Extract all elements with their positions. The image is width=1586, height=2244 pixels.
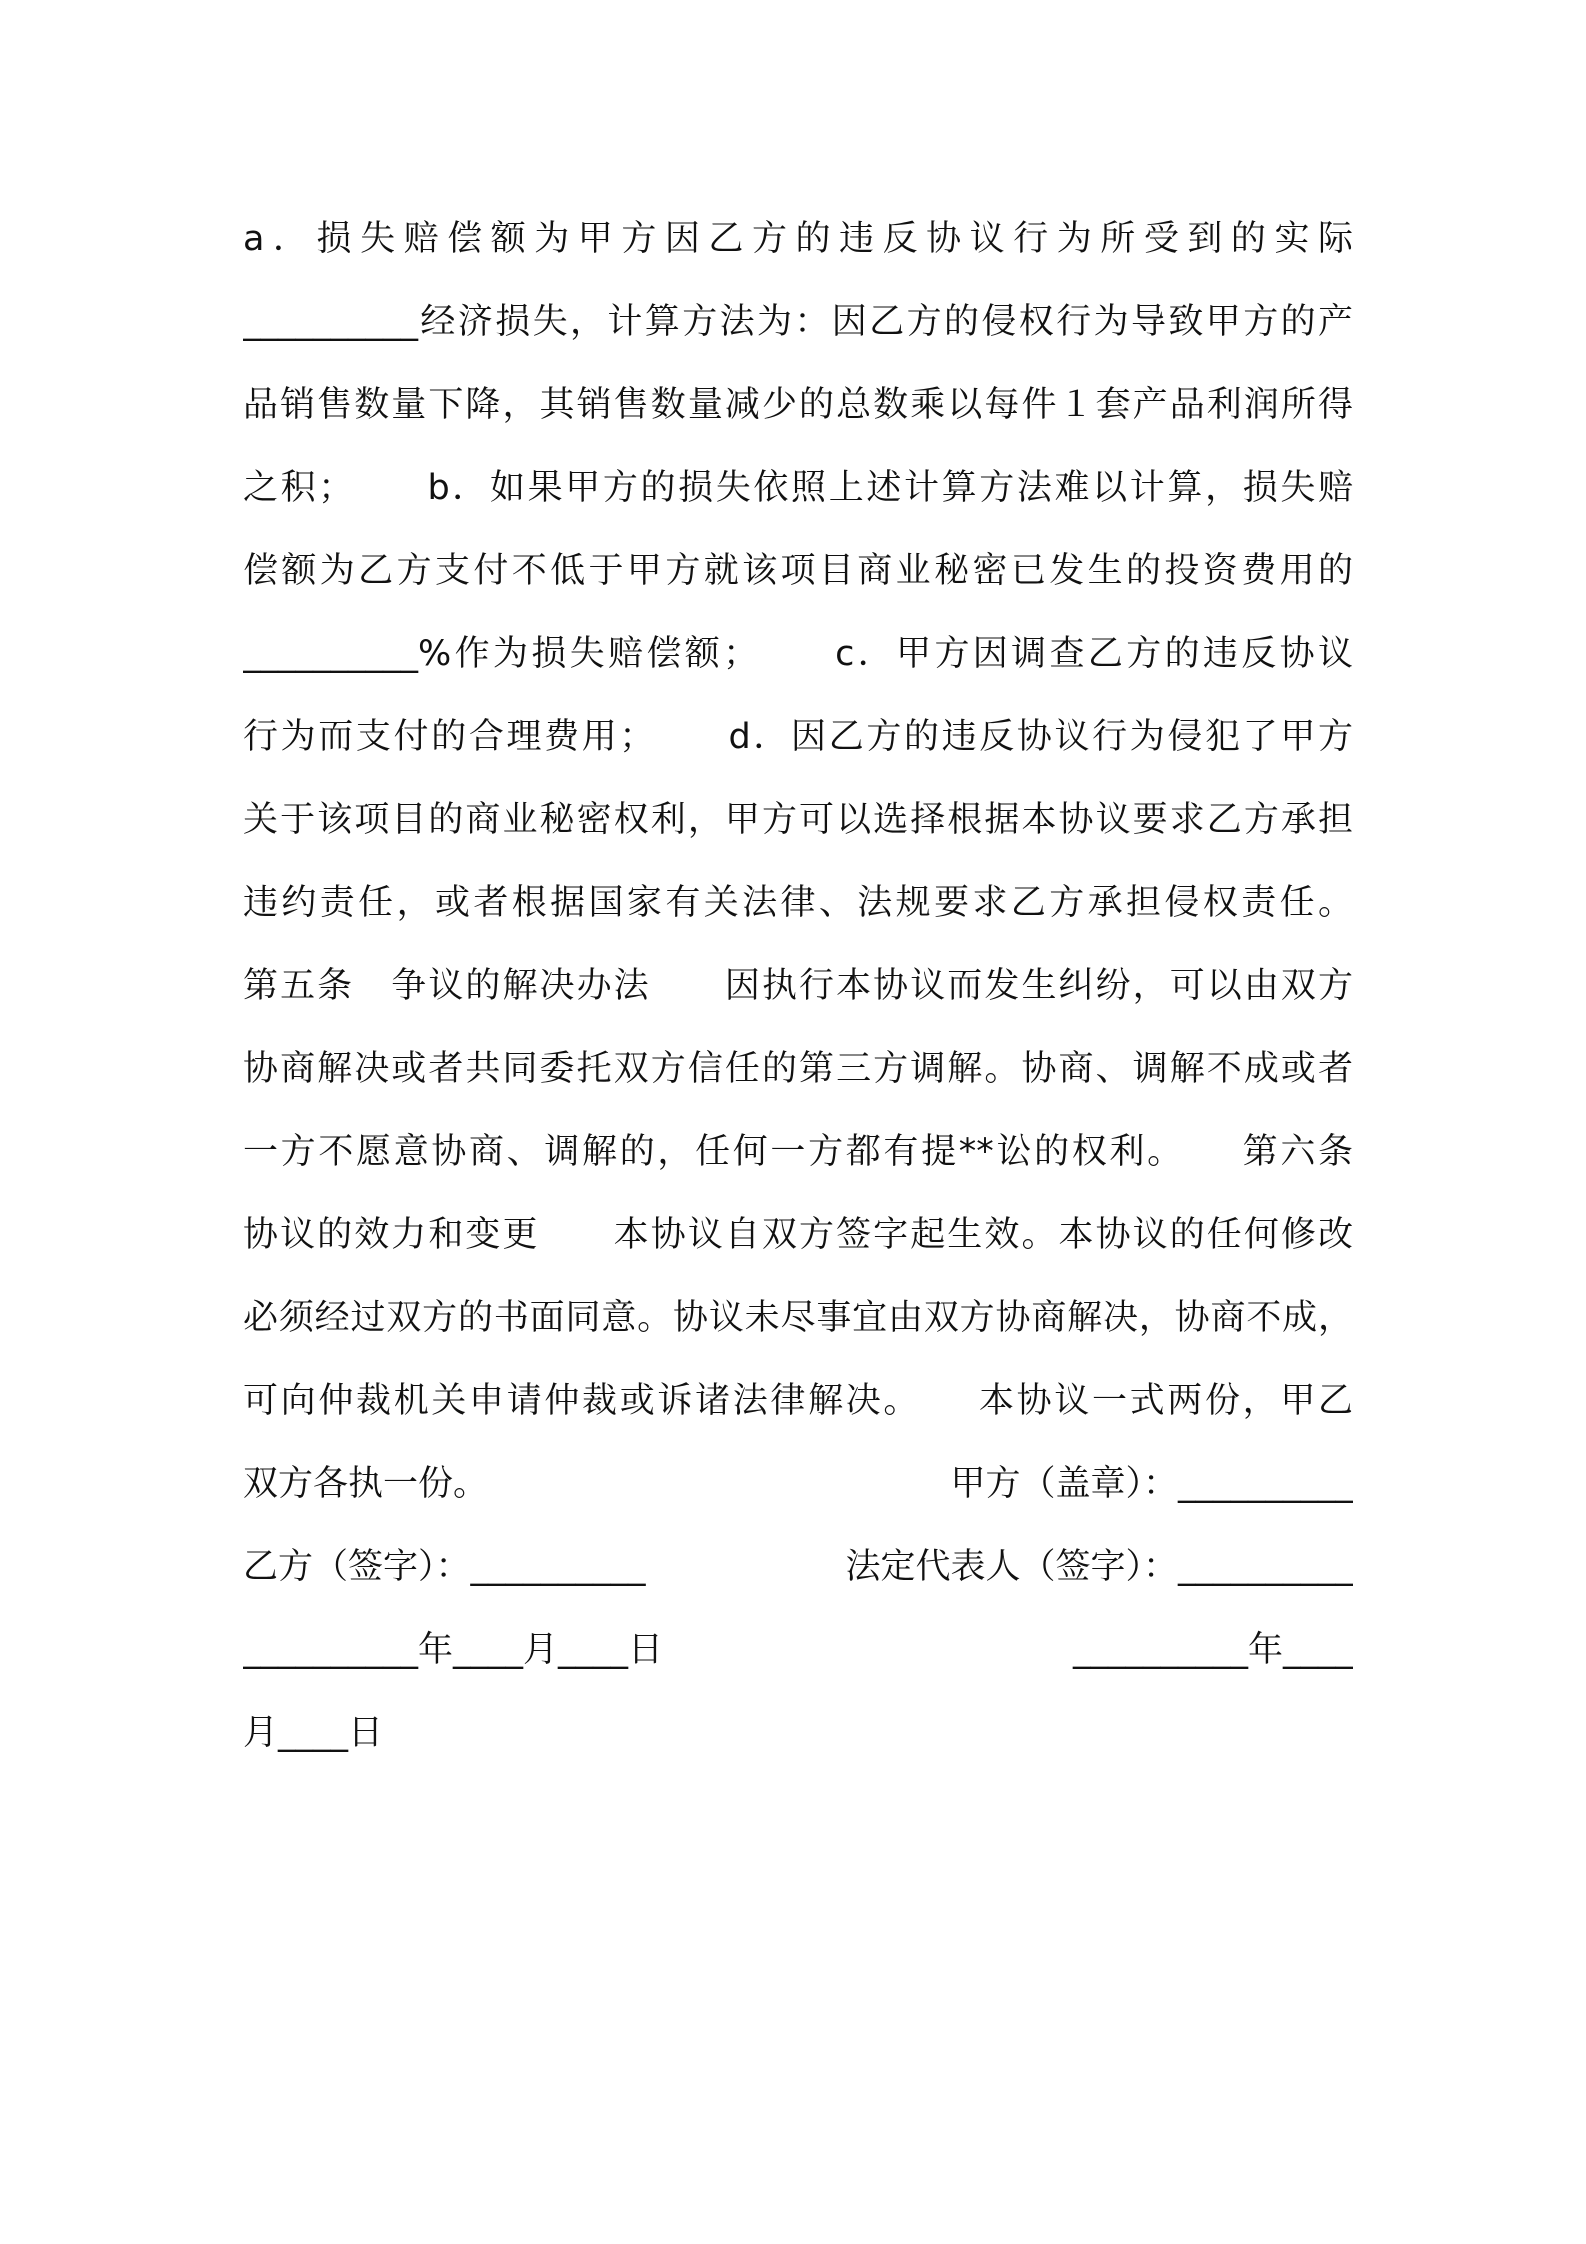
body-line: 协议的效力和变更 本协议自双方签字起生效。本协议的任何修改 [243,1215,1353,1255]
date-left: __________年____月____日 [243,1630,664,1670]
date-right: __________年____ [1072,1630,1353,1670]
body-line: __________经济损失，计算方法为：因乙方的侵权行为导致甲方的产 [243,302,1353,342]
body-line: 必须经过双方的书面同意。协议未尽事宜由双方协商解决，协商不成， [243,1298,1353,1338]
signature-party-a-seal: 甲方（盖章）：__________ [950,1464,1353,1504]
body-line: 可向仲裁机关申请仲裁或诉诸法律解决。 本协议一式两份，甲乙 [243,1381,1353,1421]
body-line: 之积； b．如果甲方的损失依照上述计算方法难以计算，损失赔 [243,468,1353,508]
signature-row [243,1443,1353,1526]
date-continuation: 月____日 [243,1713,384,1753]
body-line: 行为而支付的合理费用； d．因乙方的违反协议行为侵犯了甲方 [243,717,1353,757]
signature-party-b: 乙方（签字）：__________ [243,1547,646,1587]
signature-left: 双方各执一份。 [243,1464,489,1504]
body-line: a．损失赔偿额为甲方因乙方的违反协议行为所受到的实际 [243,219,1353,259]
body-line: 违约责任，或者根据国家有关法律、法规要求乙方承担侵权责任。 [243,883,1353,923]
body-line: 品销售数量下降，其销售数量减少的总数乘以每件１套产品利润所得 [243,385,1353,425]
signature-legal-representative: 法定代表人（签字）：__________ [845,1547,1353,1587]
body-line: 第五条 争议的解决办法 因执行本协议而发生纠纷，可以由双方 [243,966,1353,1006]
body-line: 关于该项目的商业秘密权利，甲方可以选择根据本协议要求乙方承担 [243,800,1353,840]
body-line: 一方不愿意协商、调解的，任何一方都有提**讼的权利。 第六条 [243,1132,1353,1172]
body-line: __________%作为损失赔偿额； c．甲方因调查乙方的违反协议 [243,634,1353,674]
document-page [243,198,1353,1775]
body-line: 协商解决或者共同委托双方信任的第三方调解。协商、调解不成或者 [243,1049,1353,1089]
signature-row [243,1526,1353,1609]
body-line: 偿额为乙方支付不低于甲方就该项目商业秘密已发生的投资费用的 [243,551,1353,591]
date-row [243,1609,1353,1692]
